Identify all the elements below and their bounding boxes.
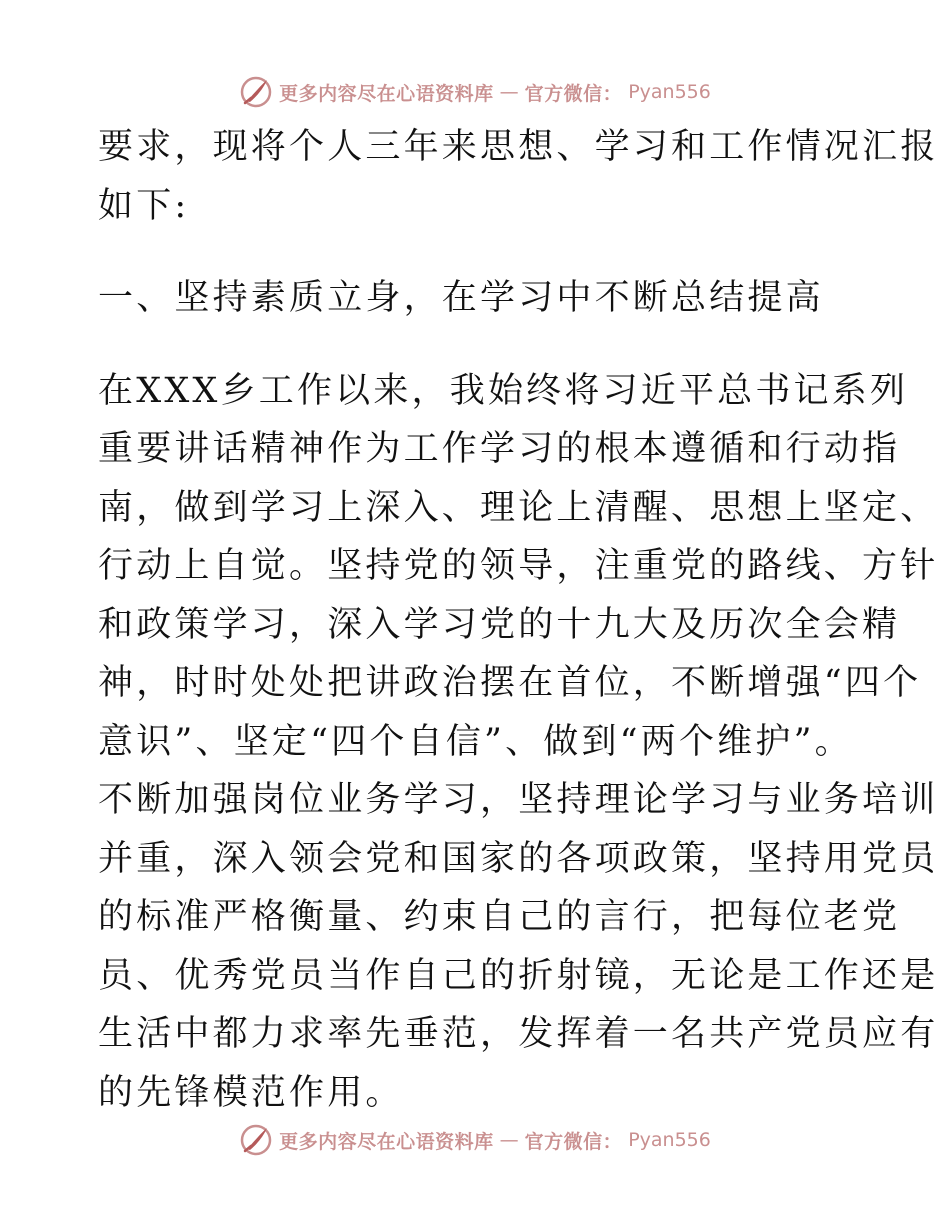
watermark-handle: Pyan556 xyxy=(628,81,711,103)
watermark-separator: — xyxy=(499,81,519,103)
watermark-official-label: 官方微信： xyxy=(524,82,623,105)
body-line: 并重，深入领会党和国家的各项政策，坚持用党员 xyxy=(98,838,939,879)
body-line: 如下: xyxy=(98,185,190,226)
watermark-text: 更多内容尽在心语资料库 xyxy=(279,1130,494,1153)
body-line: 南，做到学习上深入、理论上清醒、思想上坚定、 xyxy=(98,487,939,528)
body-line: 行动上自觉。坚持党的领导，注重党的路线、方针 xyxy=(98,546,939,586)
body-line: 的先锋模范作用。 xyxy=(98,1072,404,1113)
body-line: 生活中都力求率先垂范，发挥着一名共产党员应有 xyxy=(98,1014,939,1054)
body-line: 意识”、坚定“四个自信”、做到“两个维护”。 xyxy=(98,721,853,762)
watermark-handle: Pyan556 xyxy=(628,1129,711,1151)
section-heading: 一、坚持素质立身，在学习中不断总结提高 xyxy=(98,278,824,318)
quill-logo-icon xyxy=(239,1123,273,1157)
body-line: 要求，现将个人三年来思想、学习和工作情况汇报 xyxy=(98,127,939,167)
body-line: 在XXX乡工作以来，我始终将习近平总书记系列 xyxy=(98,370,909,411)
body-line: 的标准严格衡量、约束自己的言行，把每位老党 xyxy=(98,897,901,937)
footer-watermark xyxy=(0,1120,950,1160)
body-line: 员、优秀党员当作自己的折射镜，无论是工作还是 xyxy=(98,955,939,996)
watermark-official-label: 官方微信： xyxy=(524,1130,623,1153)
header-watermark xyxy=(0,72,950,112)
body-line: 重要讲话精神作为工作学习的根本遵循和行动指 xyxy=(98,429,901,469)
quill-logo-icon xyxy=(239,75,273,109)
body-line: 和政策学习，深入学习党的十九大及历次全会精 xyxy=(98,604,901,645)
watermark-separator: — xyxy=(499,1129,519,1151)
watermark-text: 更多内容尽在心语资料库 xyxy=(279,82,494,105)
body-line: 神，时时处处把讲政治摆在首位，不断增强“四个 xyxy=(98,663,922,703)
document-body xyxy=(98,118,939,1122)
body-line: 不断加强岗位业务学习，坚持理论学习与业务培训 xyxy=(98,780,939,820)
